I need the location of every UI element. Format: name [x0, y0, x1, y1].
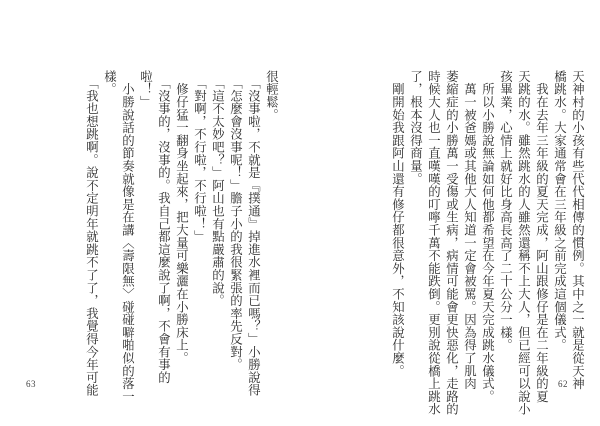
text-column-2: 「沒事啦，不就是『撲通』掉進水裡而已嗎？」小勝說得: [246, 70, 262, 397]
page-number-right: 62: [558, 379, 568, 389]
text-column-11: 剛開始我跟阿山還有修仔都很意外，不知該說什麼。: [390, 70, 406, 378]
text-column-8: 萎縮症的小勝萬一受傷或生病，病情可能會更快惡化，走路的: [444, 70, 460, 416]
text-column-5: 「對啊，不行啦，不行啦！」: [192, 70, 208, 243]
text-column-10: 了，根本沒得商量。: [408, 70, 424, 186]
text-column-8: 啦！」: [138, 70, 154, 109]
text-column-1: 很輕鬆。: [264, 70, 280, 122]
text-column-7: 「沒事的，沒事的。我自己都這麼說了啊，不會有事的: [156, 70, 172, 384]
text-column-6: 修仔猛一翻身坐起來，把大量可樂灑在小勝床上。: [174, 70, 190, 365]
page-number-left: 63: [26, 379, 36, 389]
text-column-9: 時候大人也一直嘆嘆的叮嚀千萬不能跌倒。更別說從橋上跳水: [426, 70, 442, 416]
text-column-4: 「這不太妙吧？」阿山也有點嚴肅的說。: [210, 70, 226, 307]
text-column-3: 「怎麼會沒事呢！」膽子小的我很緊張的率先反對。: [228, 70, 244, 371]
right-page: [300, 0, 600, 426]
text-column-6: 所以小勝說無論如何他都希望在今年夏天完成跳水儀式。: [480, 70, 496, 403]
text-column-3: 我在去年三年級的夏天完成，阿山跟修仔是在二年級的夏: [534, 70, 550, 403]
text-column-7: 萬一被爸媽或其他大人知道一定會被罵。因為得了肌肉: [462, 70, 478, 390]
text-column-11: 「我也想跳啊。說不定明年就跳不了了，我覺得今年可能: [84, 70, 100, 397]
text-column-4: 天跳的水。雖然跳水的人雖然還稱不上大人，但已經可以說小: [516, 70, 532, 416]
text-column-5: 孩畢業，心情上就好比身高長高了二十公分一樣。: [498, 70, 514, 352]
text-column-1: 天神村的小孩有些代代相傳的慣例。其中之一就是從天神: [570, 70, 586, 390]
text-column-10: 樣。: [102, 70, 118, 96]
text-column-9: 小勝說話的節奏就像是在講〈壽限無〉碰碰噼啪似的落一: [120, 70, 136, 403]
text-column-2: 橋跳水。大家通常會在三年級之前完成這個儀式。: [552, 70, 568, 352]
